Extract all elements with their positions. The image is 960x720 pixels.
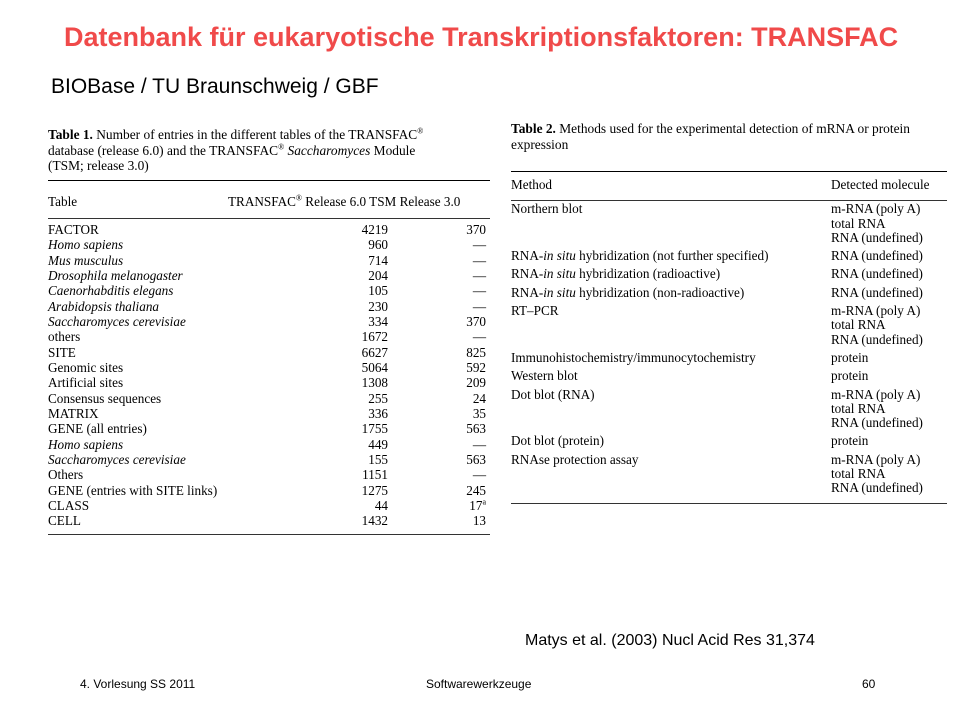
table-row [48,437,490,452]
table1-caption [48,127,490,174]
table2-cell-molecule: RNA (undefined) [831,229,923,245]
table-row [48,513,490,528]
table2-cell-molecule: total RNA [831,317,886,333]
table1-cell-label: Saccharomyces cerevisiae [48,313,186,329]
table1-cell-tsm [424,406,490,421]
table1-cell-tsm [424,513,490,528]
table1-cell-tsm-value: — [472,467,486,483]
table2-cell-molecule: RNA (undefined) [831,415,923,431]
table1-caption-line3: (TSM; release 3.0) [48,158,149,173]
table2-header [511,172,947,200]
footer-page-number: 60 [862,677,876,691]
table1-cell-release: 5064 [361,359,388,375]
table1-cell-tsm-value: — [472,267,486,283]
table2-caption-label: Table 2. [511,121,556,136]
table-row [511,333,947,347]
table-row [48,299,490,314]
table2-cell-molecule: m-RNA (poly A) [831,303,921,319]
table1-cell-release: 1308 [361,375,388,391]
footnote-mark: a [482,497,486,507]
citation: Matys et al. (2003) Nucl Acid Res 31,374 [525,632,815,649]
table1-cell-label: others [48,329,81,345]
table-row [511,347,947,365]
table-row [48,375,490,390]
table1-caption-italic: Saccharomyces [287,142,371,158]
table1-cell-label: MATRIX [48,405,99,421]
table1-cell-release: 105 [368,283,388,299]
table1-body [48,222,490,529]
table1-cell-label: Homo sapiens [48,237,124,253]
table2-cell-method: Western blot [511,368,578,384]
table1-header-tsm: TSM Release 3.0 [369,193,461,209]
table1-cell-label: Drosophila melanogaster [48,267,183,283]
table1-cell-release: 1432 [361,513,388,529]
table-row [511,263,947,281]
table1-cell-label: Artificial sites [48,375,124,391]
table-row [48,360,490,375]
method-prefix: RNA- [511,248,544,264]
table1-header [48,181,490,218]
table1-cell-tsm [424,391,490,406]
table1-cell-tsm [424,437,490,452]
table-row [48,253,490,268]
table1-cell-label: CELL [48,513,81,529]
table2-cell-method [511,402,827,416]
table-row [48,283,490,298]
table2-caption-line1: Methods used for the experimental detection of mRNA or protein [559,121,910,136]
table1-header-values [228,181,490,218]
table-row [48,421,490,436]
table1-header-release: Release 6.0 [305,193,367,209]
table2-cell-method [511,333,827,347]
table-row [511,318,947,332]
table2-cell-molecule: total RNA [831,215,886,231]
table2-body [511,202,947,495]
table1-header-table: Table [48,193,78,209]
table1-cell-label: Consensus sequences [48,390,162,406]
table-row [48,452,490,467]
table1-cell-tsm [424,283,490,298]
table2-cell-molecule: RNA (undefined) [831,266,923,282]
table2-cell-method [511,467,827,481]
table1-cell-label: FACTOR [48,221,99,237]
table2-cell-molecule: m-RNA (poly A) [831,386,921,402]
table1-cell-label: GENE (entries with SITE links) [48,482,218,498]
table2-header-molecule: Detected molecule [831,177,930,192]
table1-cell-tsm-value: 370 [466,313,486,329]
table1-cell-release: 336 [368,405,388,421]
table1-cell-release: 960 [368,237,388,253]
registered-mark: ® [278,142,285,152]
table-row [511,202,947,216]
table-row [48,314,490,329]
table1-cell-tsm-value: 17 [469,498,483,514]
table2-cell-method: Immunohistochemistry/immunocytochemistry [511,349,756,365]
table1-caption-label: Table 1. [48,127,93,142]
table2-cell-molecule: RNA (undefined) [831,248,923,264]
table1-cell-tsm-value: 13 [472,513,486,529]
table1-cell-release: 1151 [362,467,388,483]
table1-cell-tsm-value: 825 [466,344,486,360]
table1-bottom-rule [48,534,490,535]
table1-cell-tsm-value: 370 [466,221,486,237]
table-row [511,300,947,318]
table2-cell-method [511,282,827,300]
method-italic: in situ [543,248,576,264]
table2-cell-method: RT–PCR [511,303,559,319]
table2 [511,121,947,504]
table1-cell-release: 1672 [361,329,388,345]
table1-cell-release: 334 [368,313,388,329]
table1-cell-tsm [424,329,490,344]
table1-cell-release: 714 [368,252,388,268]
table1-cell-release: 155 [368,452,388,467]
table2-cell-molecule: total RNA [831,466,886,482]
table1-cell-tsm [424,452,490,467]
table-row [511,402,947,416]
table-row [511,217,947,231]
table1-cell-release: 204 [368,267,388,283]
footer-lecture: 4. Vorlesung SS 2011 [80,677,196,691]
table1-cell-tsm [424,268,490,283]
table-row [511,365,947,383]
table-row [48,268,490,283]
table1-cell-tsm [424,421,490,436]
table-row [48,329,490,344]
table-row [48,498,490,513]
slide-title: Datenbank für eukaryotische Transkriptionsfaktoren: TRANSFAC [64,22,899,52]
table-row [48,222,490,237]
table-row [511,449,947,467]
registered-mark: ® [417,126,424,136]
slide-subtitle: BIOBase / TU Braunschweig / GBF [51,75,379,98]
table1-cell-release: 1755 [361,421,388,437]
table-row [511,245,947,263]
table2-cell-method [511,263,827,281]
table1-cell-label: Homo sapiens [48,436,124,452]
table1-cell-tsm [424,360,490,375]
footer-course: Softwarewerkzeuge [426,677,532,691]
method-italic: in situ [543,284,576,300]
table2-cell-molecule: RNA (undefined) [831,331,923,347]
table1-cell-tsm-value: 24 [472,390,486,406]
table2-cell-method [511,217,827,231]
table1-cell-tsm [424,222,490,237]
table1-cell-tsm-value: — [472,237,486,253]
table1-cell-tsm-value: 245 [466,482,486,498]
table2-cell-method: Northern blot [511,201,583,217]
table1-cell-tsm [424,237,490,252]
table1-caption-line1: Number of entries in the different tables of the TRANSFAC [96,127,418,142]
table1-cell-tsm-value: — [472,436,486,452]
table2-cell-molecule: protein [831,349,869,365]
method-suffix: hybridization (non-radioactive) [575,284,745,300]
table1-cell-label: SITE [48,344,76,360]
table1-cell-release: 6627 [361,344,388,360]
table2-cell-molecule: protein [831,433,869,449]
table-row [511,416,947,430]
table2-cell-molecule: RNA (undefined) [831,284,923,300]
table1-cell-release: 255 [368,390,388,406]
table-row [511,282,947,300]
table-row [48,406,490,421]
table1-cell-tsm-value: — [472,283,486,299]
table1-cell-tsm [424,345,490,360]
method-prefix: RNA- [511,266,544,282]
method-suffix: hybridization (radioactive) [575,266,721,282]
table1-cell-label: Arabidopsis thaliana [48,298,160,314]
table-row [511,467,947,481]
table1-cell-label: CLASS [48,498,90,514]
table-row [511,430,947,448]
table2-cell-molecule: RNA (undefined) [831,480,923,496]
table1-cell-tsm-value: — [472,298,486,314]
table2-cell-molecule: total RNA [831,400,886,416]
table2-cell-method [511,231,827,245]
table2-caption [511,121,947,152]
table-row [48,391,490,406]
table1-cell-tsm-value: 563 [466,421,486,437]
table1-cell-release: 4219 [361,221,388,237]
table1-cell-label: Genomic sites [48,359,124,375]
table-row [48,345,490,360]
table1-cell-tsm-value: 563 [466,452,486,467]
table1-cell-release: 230 [368,298,388,314]
table1-cell-tsm [424,467,490,482]
table1-cell-tsm-value: 35 [472,405,486,421]
table1-cell-label: GENE (all entries) [48,421,147,437]
table2-cell-molecule: m-RNA (poly A) [831,451,921,467]
table2-cell-method: Dot blot (protein) [511,433,605,449]
table2-cell-molecule: m-RNA (poly A) [831,201,921,217]
table-row [48,237,490,252]
method-suffix: hybridization (not further specified) [575,248,769,264]
table1-cell-release: 44 [374,498,388,514]
table2-bottom-rule [511,503,947,504]
table-row [511,231,947,245]
registered-mark: ® [295,193,302,203]
table1-cell-tsm-value: 209 [466,375,486,391]
method-prefix: RNA- [511,284,544,300]
table2-cell-method [511,481,827,495]
table2-header-method: Method [511,177,553,192]
table2-caption-line2: expression [511,136,569,152]
table-row [48,467,490,482]
table-row [511,384,947,402]
table1-cell-tsm-value: — [472,329,486,345]
table1-cell-tsm [424,314,490,329]
table1-cell-tsm [424,299,490,314]
table1-cell-tsm [424,483,490,498]
table1-cell-label: Others [48,467,84,483]
table1-cell-label: Mus musculus [48,252,124,268]
table1-header-rule [48,218,490,219]
table2-cell-molecule: protein [831,368,869,384]
table2-cell-method [511,416,827,430]
table1-cell-tsm [424,498,490,513]
method-italic: in situ [543,266,576,282]
table2-cell-method: Dot blot (RNA) [511,386,595,402]
table-row [511,481,947,495]
table1-cell-label: Caenorhabditis elegans [48,283,174,299]
table1-cell-tsm-value: — [472,252,486,268]
table1-header-transfac: TRANSFAC [228,193,296,209]
table1-cell-tsm-value: 592 [466,359,486,375]
table1-cell-tsm [424,375,490,390]
table1-cell-release: 449 [368,436,388,452]
table1-caption-line2-end: Module [373,142,416,158]
table2-cell-method [511,318,827,332]
table-row [48,483,490,498]
table1 [48,127,490,535]
table1-cell-release: 1275 [361,482,388,498]
table1-cell-tsm [424,253,490,268]
table1-caption-line2: database (release 6.0) and the TRANSFAC [48,142,279,158]
table2-cell-method: RNAse protection assay [511,451,639,467]
table1-cell-label: Saccharomyces cerevisiae [48,452,186,467]
table2-cell-method [511,245,827,263]
